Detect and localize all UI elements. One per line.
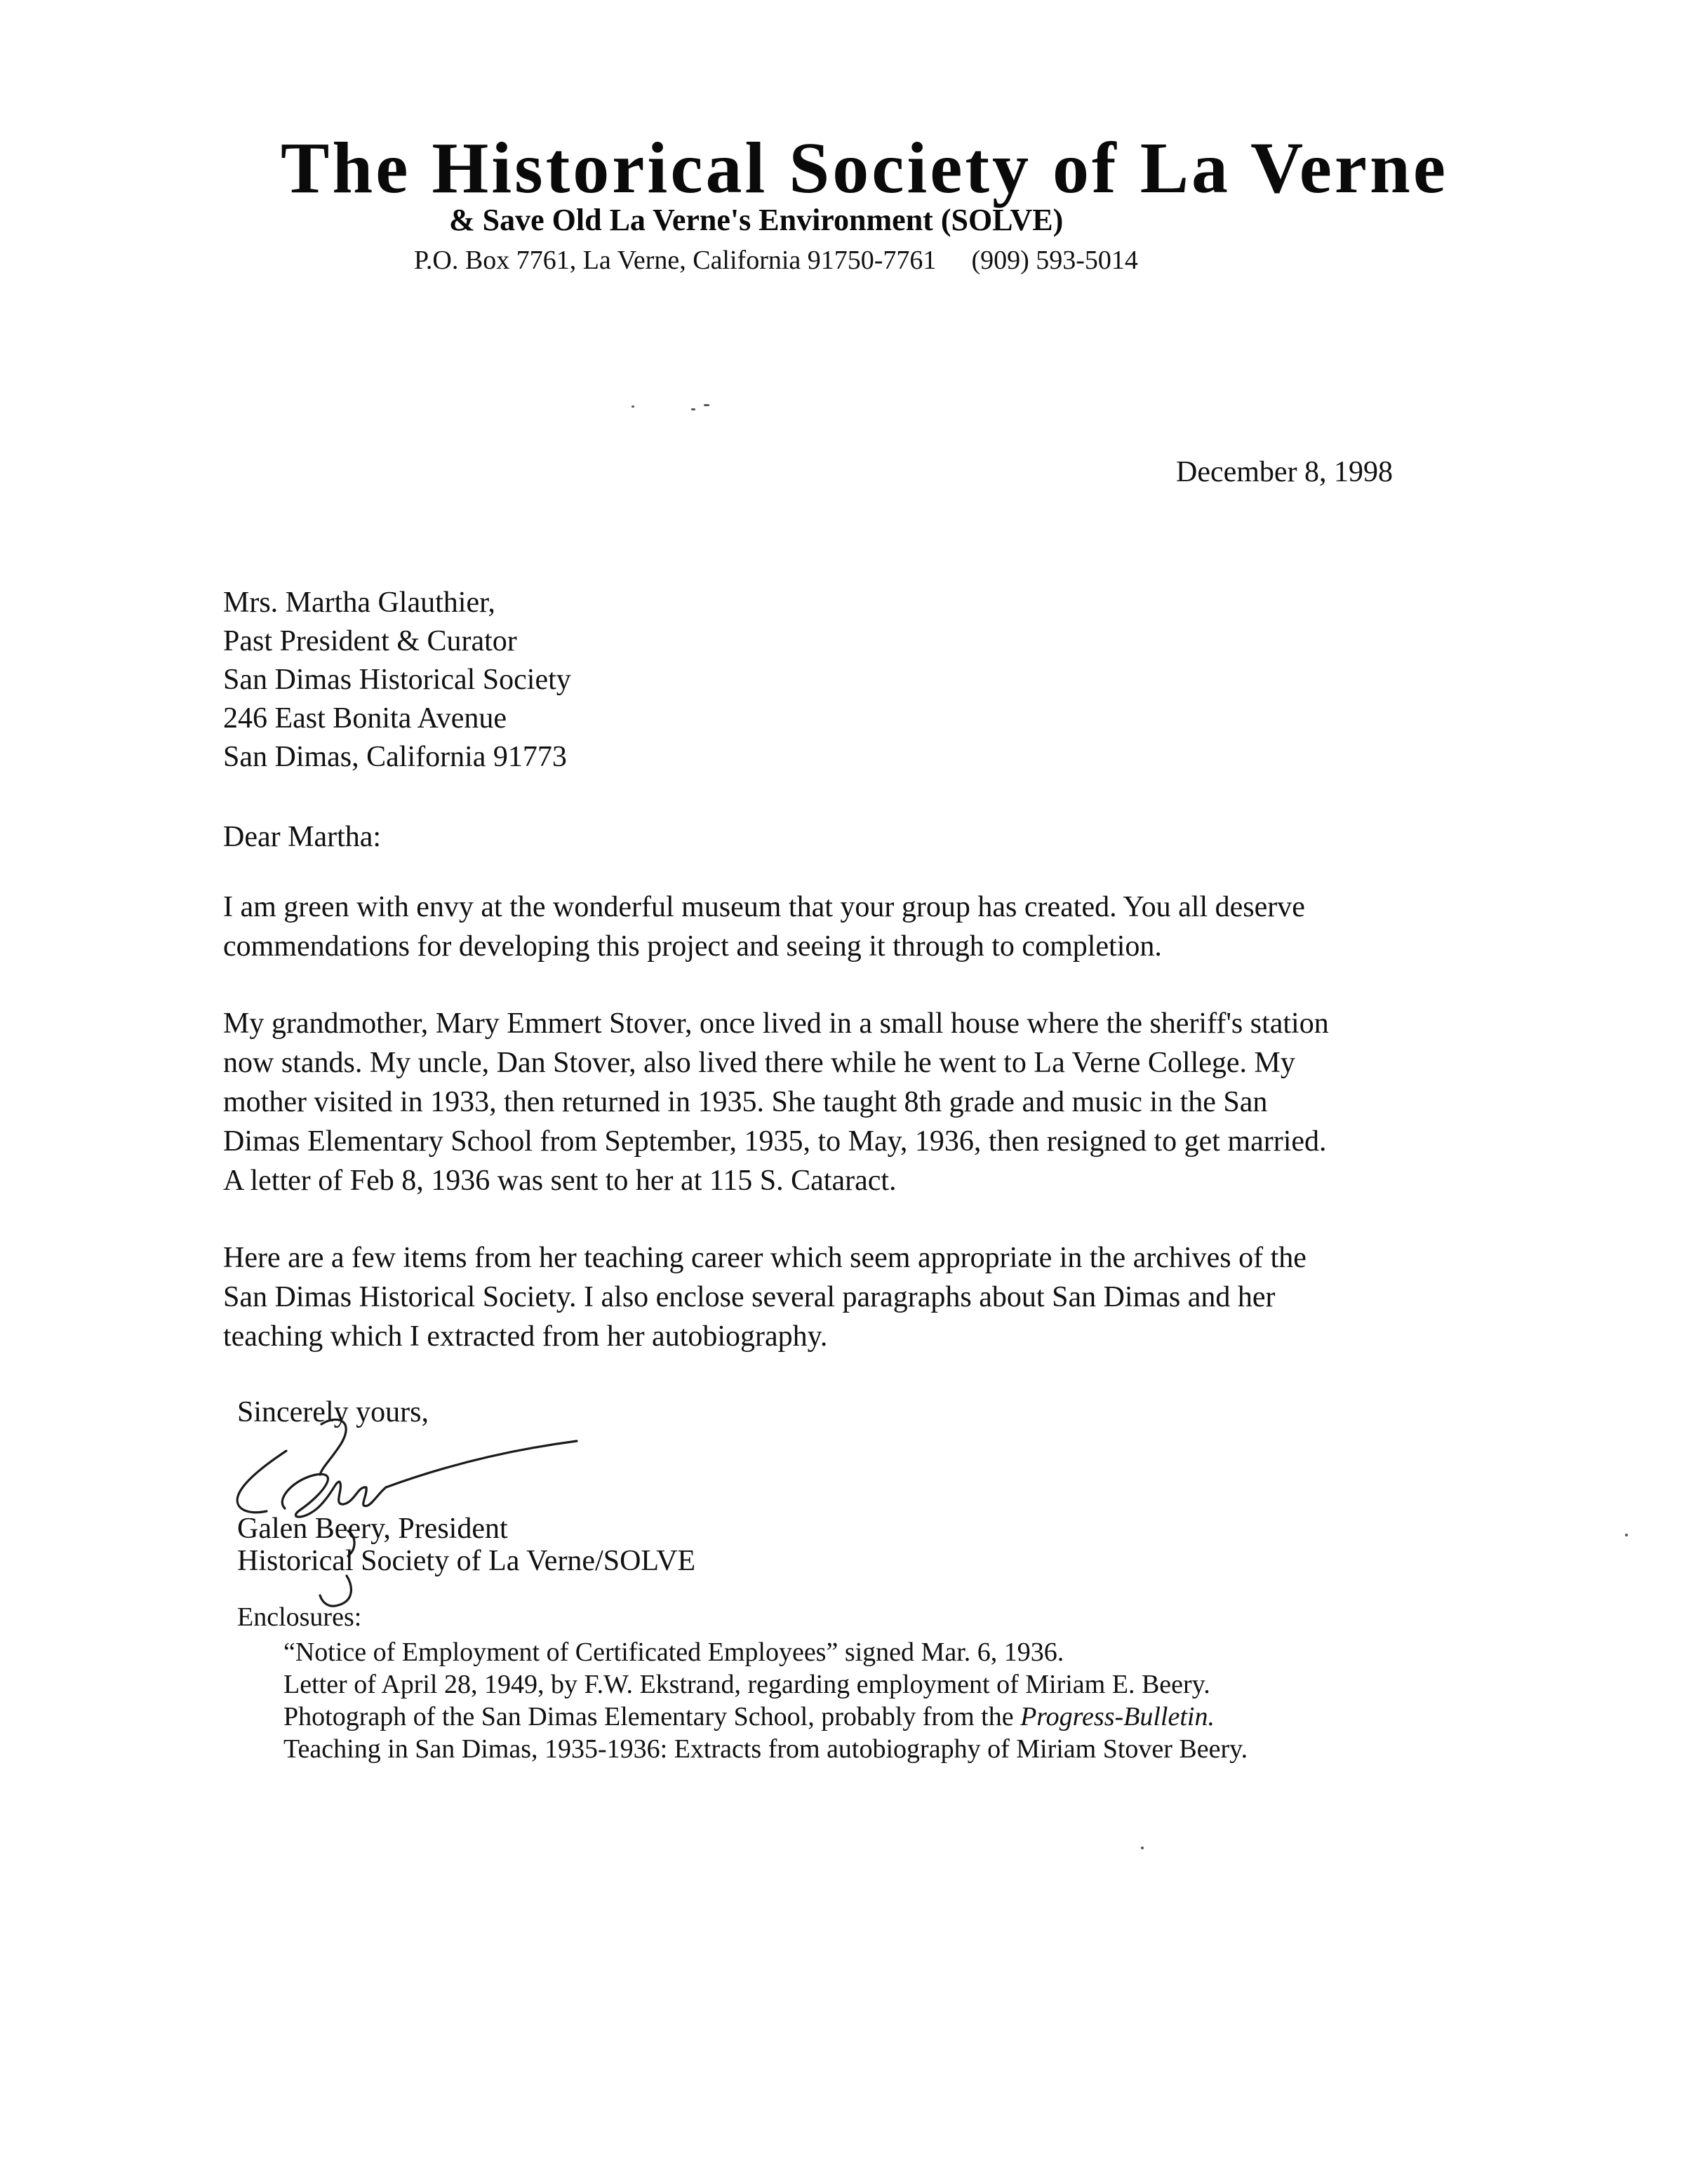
paragraph-line: mother visited in 1933, then returned in 1935. She taught 8th grade and music in the San bbox=[223, 1086, 1268, 1118]
recipient-line: San Dimas Historical Society bbox=[223, 664, 571, 696]
enclosure-item: Teaching in San Dimas, 1935-1936: Extracts from autobiography of Miriam Stover Beery. bbox=[283, 1734, 1248, 1764]
letterhead-subtitle: & Save Old La Verne's Environment (SOLVE) bbox=[449, 203, 1064, 237]
scan-speck bbox=[1625, 1534, 1628, 1536]
signer-block bbox=[237, 1510, 696, 1577]
letterhead-phone: (909) 593-5014 bbox=[971, 246, 1138, 275]
scan-speck bbox=[704, 404, 709, 406]
letter-date: December 8, 1998 bbox=[1176, 456, 1394, 488]
body-paragraph bbox=[223, 1005, 1329, 1201]
body-paragraph bbox=[223, 1239, 1307, 1357]
recipient-address bbox=[223, 584, 571, 777]
salutation: Dear Martha: bbox=[223, 821, 382, 853]
scan-speck bbox=[691, 408, 695, 410]
paragraph-line: My grandmother, Mary Emmert Stover, once lived in a small house where the sheriff's station bbox=[223, 1007, 1329, 1040]
closing: Sincerely yours, bbox=[237, 1396, 429, 1428]
paragraph-line: San Dimas Historical Society. I also enclose several paragraphs about San Dimas and her bbox=[223, 1281, 1276, 1313]
scan-speck bbox=[632, 406, 634, 408]
enclosures-label: Enclosures: bbox=[237, 1602, 362, 1632]
enclosure-item: “Notice of Employment of Certificated Employees” signed Mar. 6, 1936. bbox=[283, 1637, 1064, 1667]
publication-title: Progress-Bulletin. bbox=[1020, 1702, 1215, 1731]
paragraph-line: A letter of Feb 8, 1936 was sent to her at 115 S. Cataract. bbox=[223, 1165, 897, 1197]
enclosure-item-text: Photograph of the San Dimas Elementary School, probably from the bbox=[283, 1702, 1021, 1731]
paragraph-line: commendations for developing this project and seeing it through to completion. bbox=[223, 930, 1162, 963]
paragraph-line: teaching which I extracted from her autobiography. bbox=[223, 1320, 828, 1353]
paragraph-line: now stands. My uncle, Dan Stover, also lived there while he went to La Verne College. My bbox=[223, 1047, 1295, 1079]
letterhead-address: P.O. Box 7761, La Verne, California 91750-7761 bbox=[414, 246, 937, 275]
letterhead-title: The Historical Society of La Verne bbox=[281, 128, 1449, 208]
recipient-line: 246 East Bonita Avenue bbox=[223, 702, 507, 735]
recipient-line: Past President & Curator bbox=[223, 625, 517, 657]
paragraph-line: I am green with envy at the wonderful museum that your group has created. You all deserve bbox=[223, 891, 1305, 923]
paragraph-line: Here are a few items from her teaching career which seem appropriate in the archives of the bbox=[223, 1242, 1307, 1274]
paragraph-line: Dimas Elementary School from September, 1935, to May, 1936, then resigned to get married. bbox=[223, 1125, 1327, 1158]
body-paragraph bbox=[223, 888, 1305, 967]
recipient-line: Mrs. Martha Glauthier, bbox=[223, 587, 495, 619]
signer-organization: Historical Society of La Verne/SOLVE bbox=[237, 1545, 696, 1577]
enclosures-list bbox=[283, 1636, 1248, 1765]
enclosure-item bbox=[283, 1701, 1248, 1733]
recipient-line: San Dimas, California 91773 bbox=[223, 741, 567, 773]
enclosure-item: Letter of April 28, 1949, by F.W. Ekstrand, regarding employment of Miriam E. Beery. bbox=[283, 1670, 1210, 1699]
scan-speck bbox=[1141, 1847, 1144, 1849]
letterhead-contact bbox=[414, 247, 1138, 274]
signer-name: Galen Beery, President bbox=[237, 1513, 508, 1545]
